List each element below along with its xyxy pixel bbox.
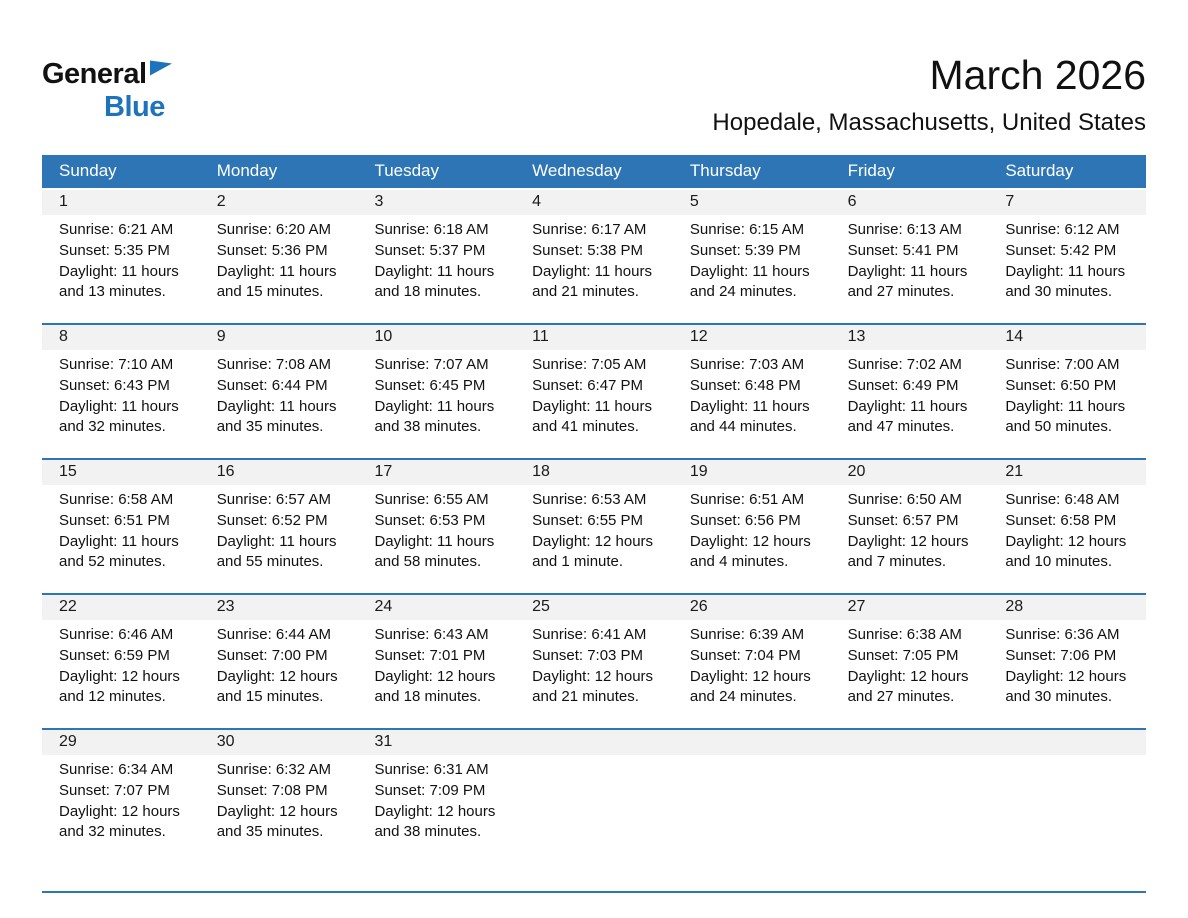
day-cell-27 — [831, 595, 989, 728]
sunrise-text: Sunrise: 7:00 AM — [1005, 356, 1120, 374]
sunset-text: Sunset: 5:37 PM — [374, 242, 486, 260]
day-number: 6 — [831, 190, 989, 215]
day-cell-5 — [673, 190, 831, 323]
day-details — [988, 485, 1146, 572]
week-row — [42, 728, 1146, 891]
daylight-text: Daylight: 11 hours and 55 minutes. — [216, 533, 337, 571]
day-details — [357, 620, 515, 707]
day-cell-15 — [42, 460, 200, 593]
daylight-text: Daylight: 12 hours and 38 minutes. — [374, 803, 496, 841]
week-row — [42, 323, 1146, 458]
day-number: 17 — [357, 460, 515, 485]
month-title: March 2026 — [929, 52, 1146, 98]
day-cell-12 — [673, 325, 831, 458]
day-number: 8 — [42, 325, 200, 350]
weekday-label-monday: Monday — [216, 161, 278, 181]
sunrise-text: Sunrise: 6:20 AM — [216, 221, 331, 239]
page-header — [42, 0, 1146, 137]
sunset-text: Sunset: 7:07 PM — [59, 782, 170, 800]
week-row — [42, 593, 1146, 728]
day-number: 20 — [831, 460, 989, 485]
day-number: 2 — [200, 190, 358, 215]
day-details — [831, 755, 989, 760]
day-number: 25 — [515, 595, 673, 620]
sunrise-text: Sunrise: 6:31 AM — [374, 761, 489, 779]
day-details — [831, 215, 989, 302]
sunrise-text: Sunrise: 7:03 AM — [689, 356, 805, 374]
day-cell-1 — [42, 190, 200, 323]
sunrise-text: Sunrise: 6:55 AM — [374, 491, 489, 509]
sunset-text: Sunset: 6:49 PM — [847, 377, 959, 395]
day-details — [673, 350, 831, 437]
day-cell-3 — [357, 190, 515, 323]
day-details — [515, 215, 673, 302]
day-cell-19 — [673, 460, 831, 593]
daylight-text: Daylight: 11 hours and 13 minutes. — [59, 263, 179, 301]
day-details — [357, 755, 515, 842]
day-details — [515, 350, 673, 437]
day-number: 22 — [42, 595, 200, 620]
day-cell-6 — [831, 190, 989, 323]
sunrise-text: Sunrise: 6:32 AM — [216, 761, 331, 779]
sunrise-text: Sunrise: 7:10 AM — [59, 356, 174, 374]
daylight-text: Daylight: 12 hours and 10 minutes. — [1005, 533, 1127, 571]
day-number: 15 — [42, 460, 200, 485]
sunrise-text: Sunrise: 6:48 AM — [1005, 491, 1120, 509]
sunset-text: Sunset: 7:03 PM — [532, 647, 644, 665]
daylight-text: Daylight: 12 hours and 21 minutes. — [532, 668, 654, 706]
day-cell-9 — [200, 325, 358, 458]
sunrise-text: Sunrise: 6:13 AM — [847, 221, 962, 239]
day-cell-31 — [357, 730, 515, 891]
day-cell-17 — [357, 460, 515, 593]
weekday-label-wednesday: Wednesday — [532, 161, 622, 181]
weekday-label-friday: Friday — [847, 161, 895, 181]
day-details — [831, 350, 989, 437]
daylight-text: Daylight: 12 hours and 1 minute. — [532, 533, 654, 571]
day-number: 18 — [515, 460, 673, 485]
sunset-text: Sunset: 6:45 PM — [374, 377, 486, 395]
sunset-text: Sunset: 6:53 PM — [374, 512, 486, 530]
sunset-text: Sunset: 5:39 PM — [689, 242, 801, 260]
day-details — [673, 485, 831, 572]
day-details — [42, 215, 200, 302]
daylight-text: Daylight: 12 hours and 32 minutes. — [59, 803, 180, 841]
day-number: 9 — [200, 325, 358, 350]
sunset-text: Sunset: 7:06 PM — [1005, 647, 1117, 665]
day-cell-2 — [200, 190, 358, 323]
day-number: 29 — [42, 730, 200, 755]
title-block — [712, 52, 1146, 137]
sunrise-text: Sunrise: 6:38 AM — [847, 626, 962, 644]
daylight-text: Daylight: 11 hours and 47 minutes. — [847, 398, 968, 436]
logo-text-blue: Blue — [104, 91, 165, 123]
location-subtitle: Hopedale, Massachusetts, United States — [712, 109, 1146, 137]
day-cell-10 — [357, 325, 515, 458]
sunset-text: Sunset: 5:36 PM — [216, 242, 328, 260]
day-cell-empty — [831, 730, 989, 891]
sunrise-text: Sunrise: 6:17 AM — [532, 221, 647, 239]
day-number: 5 — [673, 190, 831, 215]
daylight-text: Daylight: 12 hours and 15 minutes. — [216, 668, 338, 706]
day-number: 7 — [988, 190, 1146, 215]
day-cell-16 — [200, 460, 358, 593]
sunrise-text: Sunrise: 6:36 AM — [1005, 626, 1120, 644]
sunset-text: Sunset: 6:51 PM — [59, 512, 170, 530]
daylight-text: Daylight: 12 hours and 12 minutes. — [59, 668, 180, 706]
day-cell-empty — [988, 730, 1146, 891]
sunrise-text: Sunrise: 6:44 AM — [216, 626, 331, 644]
sunset-text: Sunset: 6:57 PM — [847, 512, 959, 530]
day-number: 3 — [357, 190, 515, 215]
daylight-text: Daylight: 12 hours and 24 minutes. — [689, 668, 811, 706]
day-cell-25 — [515, 595, 673, 728]
sunset-text: Sunset: 7:09 PM — [374, 782, 486, 800]
day-cell-30 — [200, 730, 358, 891]
sunset-text: Sunset: 6:56 PM — [689, 512, 801, 530]
day-details — [673, 215, 831, 302]
day-number — [673, 730, 831, 755]
day-number — [988, 730, 1146, 755]
day-details — [673, 620, 831, 707]
day-cell-empty — [515, 730, 673, 891]
day-details — [515, 620, 673, 707]
sunset-text: Sunset: 6:52 PM — [216, 512, 328, 530]
day-cell-20 — [831, 460, 989, 593]
daylight-text: Daylight: 11 hours and 50 minutes. — [1005, 398, 1126, 436]
daylight-text: Daylight: 11 hours and 27 minutes. — [847, 263, 968, 301]
day-cell-4 — [515, 190, 673, 323]
sunset-text: Sunset: 5:35 PM — [59, 242, 170, 260]
daylight-text: Daylight: 12 hours and 30 minutes. — [1005, 668, 1127, 706]
sunset-text: Sunset: 5:38 PM — [532, 242, 644, 260]
week-row — [42, 458, 1146, 593]
sunrise-text: Sunrise: 6:43 AM — [374, 626, 489, 644]
weekday-label-thursday: Thursday — [689, 161, 761, 181]
day-cell-26 — [673, 595, 831, 728]
day-number: 23 — [200, 595, 358, 620]
sunrise-text: Sunrise: 6:50 AM — [847, 491, 962, 509]
day-number — [831, 730, 989, 755]
sunset-text: Sunset: 5:42 PM — [1005, 242, 1117, 260]
daylight-text: Daylight: 11 hours and 44 minutes. — [689, 398, 810, 436]
day-details — [357, 215, 515, 302]
sunrise-text: Sunrise: 6:21 AM — [59, 221, 174, 239]
day-details — [831, 620, 989, 707]
day-details — [357, 350, 515, 437]
daylight-text: Daylight: 12 hours and 35 minutes. — [216, 803, 338, 841]
sunrise-text: Sunrise: 6:12 AM — [1005, 221, 1120, 239]
logo-text-general: General — [42, 58, 147, 90]
daylight-text: Daylight: 11 hours and 24 minutes. — [689, 263, 810, 301]
sunset-text: Sunset: 6:55 PM — [532, 512, 644, 530]
sunset-text: Sunset: 6:47 PM — [532, 377, 644, 395]
sunset-text: Sunset: 7:01 PM — [374, 647, 486, 665]
day-details — [42, 485, 200, 572]
sunset-text: Sunset: 6:58 PM — [1005, 512, 1117, 530]
sunrise-text: Sunrise: 6:46 AM — [59, 626, 174, 644]
day-cell-21 — [988, 460, 1146, 593]
daylight-text: Daylight: 12 hours and 4 minutes. — [689, 533, 811, 571]
day-number: 30 — [200, 730, 358, 755]
sunrise-text: Sunrise: 6:39 AM — [689, 626, 805, 644]
sunset-text: Sunset: 5:41 PM — [847, 242, 959, 260]
logo-flag-icon — [150, 60, 172, 93]
day-number: 1 — [42, 190, 200, 215]
sunrise-text: Sunrise: 6:58 AM — [59, 491, 174, 509]
daylight-text: Daylight: 11 hours and 15 minutes. — [216, 263, 337, 301]
daylight-text: Daylight: 11 hours and 30 minutes. — [1005, 263, 1126, 301]
day-number: 21 — [988, 460, 1146, 485]
day-cell-empty — [673, 730, 831, 891]
day-details — [831, 485, 989, 572]
day-number: 13 — [831, 325, 989, 350]
daylight-text: Daylight: 11 hours and 41 minutes. — [532, 398, 652, 436]
day-details — [200, 620, 358, 707]
day-number: 24 — [357, 595, 515, 620]
day-details — [988, 620, 1146, 707]
day-details — [515, 485, 673, 572]
daylight-text: Daylight: 12 hours and 18 minutes. — [374, 668, 496, 706]
daylight-text: Daylight: 11 hours and 35 minutes. — [216, 398, 337, 436]
day-details — [357, 485, 515, 572]
day-number: 14 — [988, 325, 1146, 350]
day-cell-24 — [357, 595, 515, 728]
day-details — [515, 755, 673, 760]
weekday-label-tuesday: Tuesday — [374, 161, 440, 181]
day-details — [42, 620, 200, 707]
day-details — [988, 215, 1146, 302]
day-number: 11 — [515, 325, 673, 350]
sunrise-text: Sunrise: 7:02 AM — [847, 356, 962, 374]
day-cell-7 — [988, 190, 1146, 323]
sunrise-text: Sunrise: 7:05 AM — [532, 356, 647, 374]
day-cell-14 — [988, 325, 1146, 458]
day-details — [673, 755, 831, 760]
day-details — [988, 755, 1146, 760]
day-number: 10 — [357, 325, 515, 350]
sunset-text: Sunset: 6:44 PM — [216, 377, 328, 395]
day-cell-11 — [515, 325, 673, 458]
sunrise-text: Sunrise: 6:53 AM — [532, 491, 647, 509]
daylight-text: Daylight: 11 hours and 58 minutes. — [374, 533, 495, 571]
calendar — [42, 155, 1146, 893]
day-number: 12 — [673, 325, 831, 350]
day-number: 19 — [673, 460, 831, 485]
sunset-text: Sunset: 6:59 PM — [59, 647, 170, 665]
weekday-header-row — [42, 155, 1146, 188]
sunrise-text: Sunrise: 6:15 AM — [689, 221, 805, 239]
daylight-text: Daylight: 11 hours and 52 minutes. — [59, 533, 179, 571]
day-cell-8 — [42, 325, 200, 458]
general-blue-logo — [42, 52, 172, 122]
sunrise-text: Sunrise: 6:18 AM — [374, 221, 489, 239]
daylight-text: Daylight: 11 hours and 32 minutes. — [59, 398, 179, 436]
day-details — [200, 755, 358, 842]
day-details — [200, 350, 358, 437]
sunset-text: Sunset: 6:48 PM — [689, 377, 801, 395]
sunrise-text: Sunrise: 6:41 AM — [532, 626, 647, 644]
day-details — [200, 485, 358, 572]
weekday-label-saturday: Saturday — [1005, 161, 1074, 181]
daylight-text: Daylight: 11 hours and 38 minutes. — [374, 398, 495, 436]
sunset-text: Sunset: 7:04 PM — [689, 647, 801, 665]
sunset-text: Sunset: 6:43 PM — [59, 377, 170, 395]
day-details — [42, 755, 200, 842]
sunrise-text: Sunrise: 7:08 AM — [216, 356, 331, 374]
sunset-text: Sunset: 7:00 PM — [216, 647, 328, 665]
day-cell-13 — [831, 325, 989, 458]
day-cell-18 — [515, 460, 673, 593]
day-cell-22 — [42, 595, 200, 728]
day-number: 28 — [988, 595, 1146, 620]
day-cell-23 — [200, 595, 358, 728]
daylight-text: Daylight: 11 hours and 21 minutes. — [532, 263, 652, 301]
weekday-label-sunday: Sunday — [59, 161, 117, 181]
daylight-text: Daylight: 12 hours and 7 minutes. — [847, 533, 969, 571]
day-number: 16 — [200, 460, 358, 485]
daylight-text: Daylight: 11 hours and 18 minutes. — [374, 263, 495, 301]
day-details — [200, 215, 358, 302]
weeks-grid — [42, 188, 1146, 891]
day-number: 27 — [831, 595, 989, 620]
day-number: 26 — [673, 595, 831, 620]
sunrise-text: Sunrise: 6:57 AM — [216, 491, 331, 509]
sunrise-text: Sunrise: 6:34 AM — [59, 761, 174, 779]
day-number: 31 — [357, 730, 515, 755]
sunset-text: Sunset: 7:05 PM — [847, 647, 959, 665]
daylight-text: Daylight: 12 hours and 27 minutes. — [847, 668, 969, 706]
day-number — [515, 730, 673, 755]
sunset-text: Sunset: 6:50 PM — [1005, 377, 1117, 395]
day-number: 4 — [515, 190, 673, 215]
day-cell-28 — [988, 595, 1146, 728]
day-details — [42, 350, 200, 437]
sunrise-text: Sunrise: 6:51 AM — [689, 491, 805, 509]
day-details — [988, 350, 1146, 437]
sunrise-text: Sunrise: 7:07 AM — [374, 356, 489, 374]
day-cell-29 — [42, 730, 200, 891]
week-row — [42, 188, 1146, 323]
sunset-text: Sunset: 7:08 PM — [216, 782, 328, 800]
